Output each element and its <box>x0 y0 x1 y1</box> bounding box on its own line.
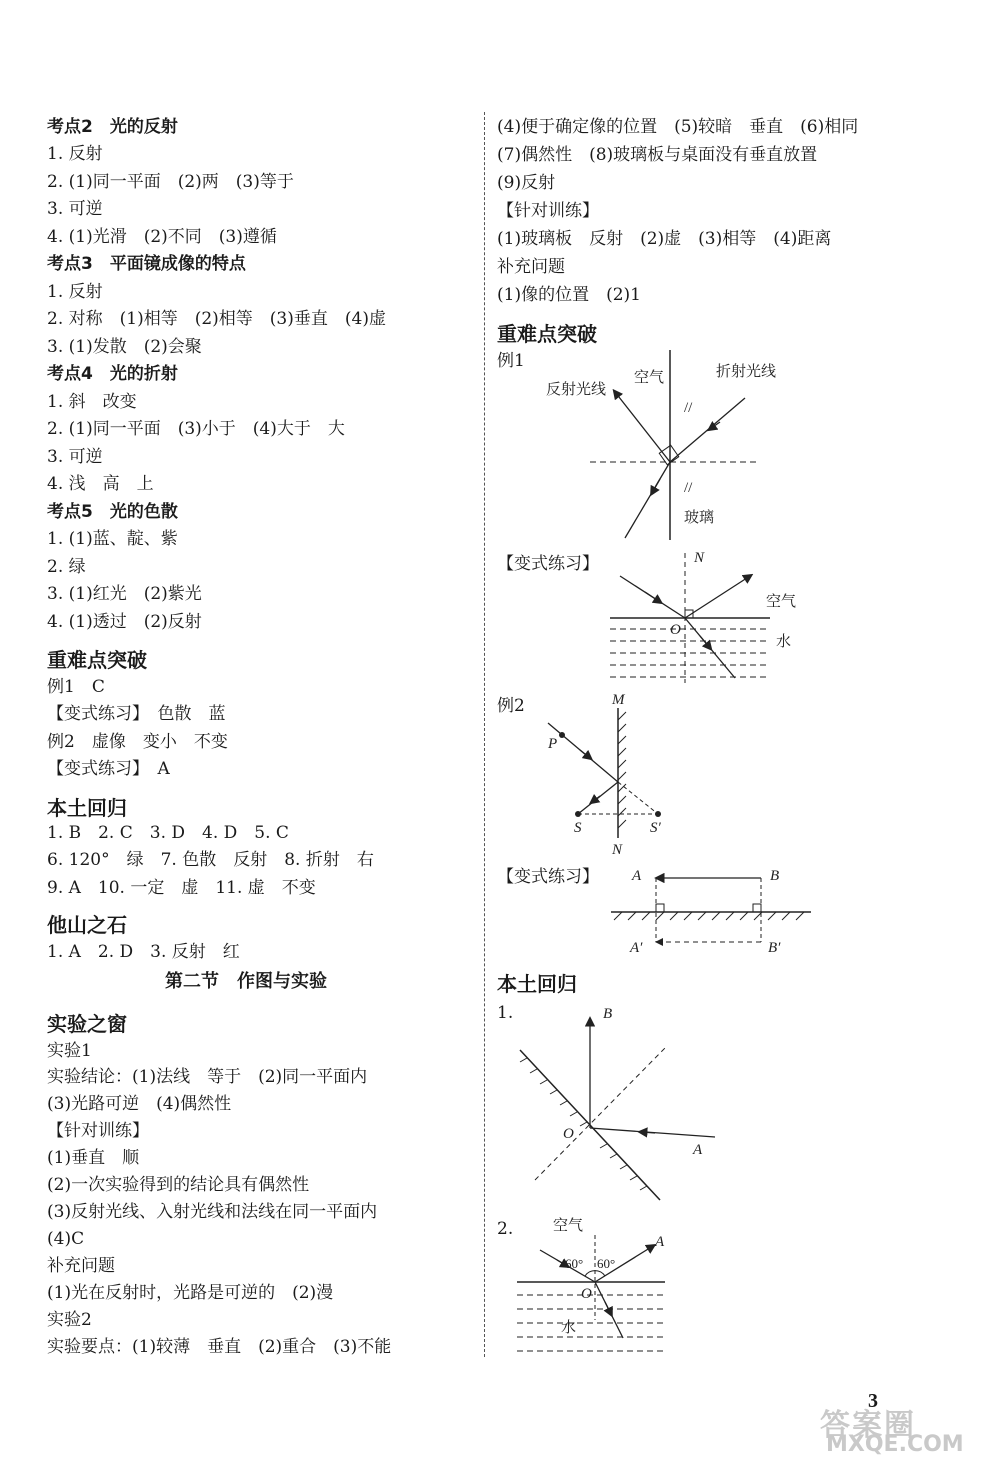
answer-line: 【变式练习】 色散 蓝 <box>47 704 226 724</box>
answer-line: (7)偶然性 (8)玻璃板与桌面没有垂直放置 <box>497 145 818 165</box>
answer-line: 实验1 <box>47 1041 92 1061</box>
figure-label: 2. <box>497 1219 514 1239</box>
fig-label: O <box>581 1286 592 1302</box>
answer-line: (1)垂直 顺 <box>47 1148 140 1168</box>
fig-label: B′ <box>768 940 781 956</box>
section-heading: 实验之窗 <box>47 1012 127 1036</box>
answer-line: (4)C <box>47 1229 85 1249</box>
kd3-title: 考点3 平面镜成像的特点 <box>47 254 246 274</box>
section-heading: 重难点突破 <box>497 322 597 346</box>
fig-label: P <box>548 736 558 752</box>
answer-line: 2. (1)同一平面 (3)小于 (4)大于 大 <box>47 419 345 439</box>
answer-line: 2. 绿 <box>47 557 86 577</box>
chapter-section-title: 第二节 作图与实验 <box>165 971 327 992</box>
answer-line: (1)像的位置 (2)1 <box>497 285 641 305</box>
fig-label: A <box>693 1142 703 1158</box>
answer-line: 3. (1)发散 (2)会聚 <box>47 337 202 357</box>
fig-label: // <box>684 480 693 496</box>
example2-mirror-diagram <box>540 690 690 860</box>
fig-label: 水 <box>776 634 792 650</box>
answer-line: (3)光路可逆 (4)偶然性 <box>47 1094 232 1114</box>
variant1-refraction-diagram <box>600 548 820 693</box>
answer-line: 1. 斜 改变 <box>47 392 137 412</box>
answer-line: 1. 反射 <box>47 282 103 302</box>
fig-label: M <box>612 692 625 708</box>
section-heading: 重难点突破 <box>47 648 147 672</box>
fig-label: S′ <box>650 820 661 836</box>
answer-line: 1. B 2. C 3. D 4. D 5. C <box>47 823 289 843</box>
answer-line: 补充问题 <box>497 257 565 277</box>
figure-label: 1. <box>497 1003 514 1023</box>
answer-line: 例1 C <box>47 677 105 697</box>
fig-label: O <box>670 622 681 638</box>
fig-label: O <box>563 1126 574 1142</box>
fig-label: A′ <box>630 940 643 956</box>
kd2-title: 考点2 光的反射 <box>47 117 178 137</box>
answer-line: 4. 浅 高 上 <box>47 474 154 494</box>
watermark-url: MXQE.COM <box>826 1432 964 1457</box>
fig-label: 空气 <box>553 1218 584 1234</box>
answer-line: 【针对训练】 <box>497 201 599 221</box>
section-heading: 他山之石 <box>47 913 127 937</box>
answer-line: (3)反射光线、入射光线和法线在同一平面内 <box>47 1202 378 1222</box>
figure-label: 例2 <box>497 696 525 716</box>
answer-line: 4. (1)光滑 (2)不同 (3)遵循 <box>47 227 277 247</box>
page-number: 3 <box>868 1390 878 1412</box>
fig-label: 60° <box>565 1256 584 1271</box>
answer-line: 实验2 <box>47 1310 92 1330</box>
variant2-plane-mirror-diagram <box>606 860 816 960</box>
answer-line: 3. (1)红光 (2)紫光 <box>47 584 202 604</box>
fig-label: 水 <box>561 1320 577 1336</box>
answer-line: 【变式练习】 A <box>47 759 170 779</box>
answer-line: 1. 反射 <box>47 144 103 164</box>
kd4-title: 考点4 光的折射 <box>47 364 178 384</box>
answer-line: 实验结论：(1)法线 等于 (2)同一平面内 <box>47 1067 368 1087</box>
fig-label: 反射光线 <box>546 382 607 398</box>
fig-label: N <box>694 550 705 566</box>
fig-label: N <box>612 842 623 858</box>
answer-line: 9. A 10. 一定 虚 11. 虚 不变 <box>47 878 316 898</box>
answer-line: (9)反射 <box>497 173 556 193</box>
answer-line: (1)玻璃板 反射 (2)虚 (3)相等 (4)距离 <box>497 229 832 249</box>
fig-label: A <box>632 868 642 884</box>
answer-line: (2)一次实验得到的结论具有偶然性 <box>47 1175 310 1195</box>
fig-label: 空气 <box>766 594 797 610</box>
fig-label: S <box>574 820 582 836</box>
answer-line: (1)光在反射时，光路是可逆的 (2)漫 <box>47 1283 334 1303</box>
answer-line: 补充问题 <box>47 1256 115 1276</box>
answer-line: 实验要点：(1)较薄 垂直 (2)重合 (3)不能 <box>47 1337 392 1357</box>
refracted-ray <box>625 462 670 538</box>
fig-label: 60° <box>597 1256 616 1271</box>
fig-label: A <box>655 1234 665 1250</box>
answer-line: 例2 虚像 变小 不变 <box>47 732 228 752</box>
answer-line: 6. 120° 绿 7. 色散 反射 8. 折射 右 <box>47 850 374 870</box>
answer-line: 【针对训练】 <box>47 1121 149 1141</box>
section-heading: 本土回归 <box>47 796 127 820</box>
fig-label: // <box>684 400 693 416</box>
fig-label: B <box>770 868 780 884</box>
answer-line: 3. 可逆 <box>47 447 103 467</box>
kd5-title: 考点5 光的色散 <box>47 502 178 522</box>
question2-refraction-diagram <box>515 1210 675 1360</box>
column-divider <box>484 112 485 1357</box>
example1-refraction-diagram <box>530 350 810 550</box>
figure-label: 【变式练习】 <box>497 554 599 574</box>
answer-line: 1. A 2. D 3. 反射 红 <box>47 942 240 962</box>
fig-label: 折射光线 <box>716 364 777 380</box>
answer-line: 2. 对称 (1)相等 (2)相等 (3)垂直 (4)虚 <box>47 309 386 329</box>
section-heading: 本土回归 <box>497 972 577 996</box>
answer-line: 1. (1)蓝、靛、紫 <box>47 529 178 549</box>
fig-label: 空气 <box>634 370 665 386</box>
answer-line: 4. (1)透过 (2)反射 <box>47 612 202 632</box>
figure-label: 例1 <box>497 351 525 371</box>
reflected-ray <box>615 392 670 462</box>
answer-line: (4)便于确定像的位置 (5)较暗 垂直 (6)相同 <box>497 117 859 137</box>
question1-mirror-diagram <box>515 1000 725 1210</box>
fig-label: 玻璃 <box>684 510 715 526</box>
answer-line: 2. (1)同一平面 (2)两 (3)等于 <box>47 172 294 192</box>
fig-label: B <box>603 1006 613 1022</box>
figure-label: 【变式练习】 <box>497 867 599 887</box>
watermark-logo: 答案圈 <box>820 1408 916 1443</box>
incident-ray <box>670 398 745 462</box>
answer-line: 3. 可逆 <box>47 199 103 219</box>
